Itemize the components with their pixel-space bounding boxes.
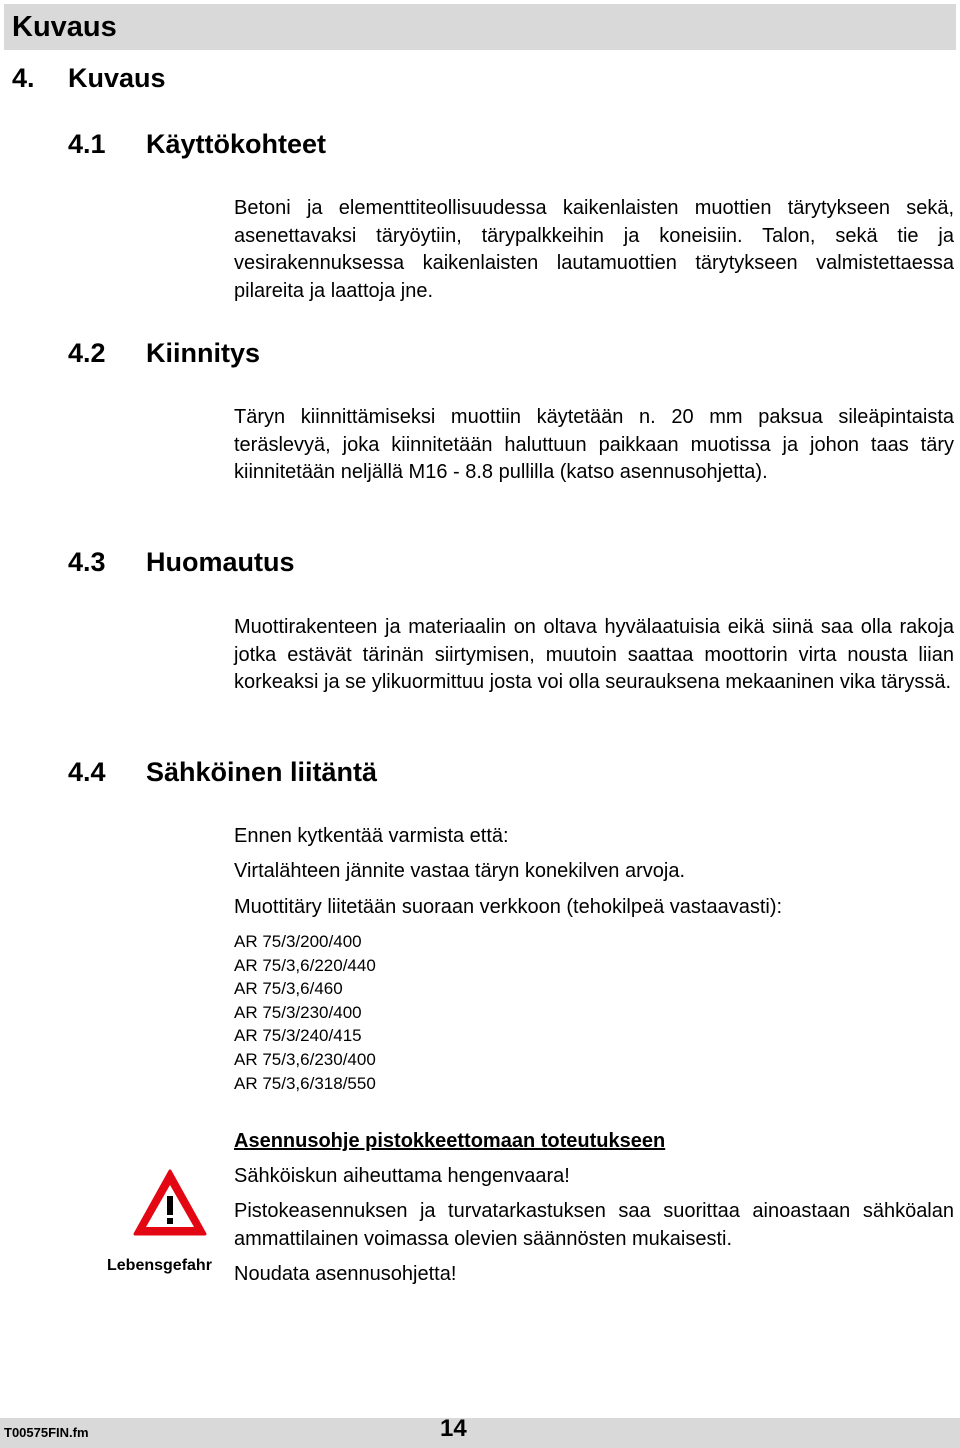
section-heading-4-1: [68, 128, 326, 160]
footer-filename: T00575FIN.fm: [4, 1425, 89, 1440]
section-title: Kiinnitys: [146, 338, 261, 368]
section-title: Käyttökohteet: [146, 129, 327, 159]
section-title: Sähköinen liitäntä: [146, 757, 378, 787]
section-number: 4.4: [68, 757, 106, 787]
model-list: [234, 930, 376, 1095]
model-list-item: AR 75/3,6/460: [234, 979, 343, 999]
connection-instruction-line: Virtalähteen jännite vastaa täryn konekilven arvoja.: [234, 860, 686, 882]
section-heading-4-4: [68, 756, 377, 788]
warning-text: Noudata asennusohjetta!: [234, 1263, 457, 1285]
chapter-heading: [12, 62, 166, 94]
section-number: 4.2: [68, 338, 106, 368]
section-title: Huomautus: [146, 547, 295, 577]
warning-text: Pistokeasennuksen ja turvatarkastuksen saa suorittaa ainoastaan sähköalan ammattilainen voimassa olevien säännösten mukaisesti.: [234, 1200, 954, 1250]
connection-instruction-line: Muottitäry liitetään suoraan verkkoon (tehokilpeä vastaavasti):: [234, 896, 783, 918]
chapter-number: 4.: [12, 63, 35, 93]
warning-title: Asennusohje pistokkeettomaan toteutukseen: [234, 1130, 666, 1152]
model-list-item: AR 75/3,6/220/440: [234, 955, 376, 975]
section-number: 4.1: [68, 129, 106, 159]
model-list-item: AR 75/3/230/400: [234, 1002, 362, 1022]
page-header-title: Kuvaus: [12, 11, 117, 43]
section-heading-4-3: [68, 546, 295, 578]
connection-instruction-line: Ennen kytkentää varmista että:: [234, 825, 509, 847]
model-list-item: AR 75/3,6/318/550: [234, 1073, 376, 1093]
section-number: 4.3: [68, 547, 106, 577]
header-bar: [4, 4, 956, 50]
section-heading-4-2: [68, 337, 260, 369]
model-list-item: AR 75/3/200/400: [234, 932, 362, 951]
section-4-2-text: Täryn kiinnittämiseksi muottiin käytetään n. 20 mm paksua sileäpintaista teräslevyä, joka kiinnitetään haluttuun paikkaan muotissa ja johon taas täry kiinnitetään neljällä M16 - 8.8 pullilla (katso asennusohjetta).: [234, 406, 954, 483]
warning-triangle-icon: [132, 1168, 208, 1238]
page-number: 14: [440, 1415, 467, 1442]
warning-text: Sähköiskun aiheuttama hengenvaara!: [234, 1165, 570, 1187]
warning-label: Lebensgefahr: [107, 1257, 212, 1274]
section-4-3-text: Muottirakenteen ja materiaalin on oltava hyvälaatuisia eikä siinä saa olla rakoja jotka estävät tärinän siirtymisen, muutoin saattaa moottorin virta nousta liian korkeaksi ja se ylikuormittuu josta voi olla seurauksena mekaaninen vika täryssä.: [234, 616, 954, 693]
section-4-1-text: Betoni ja elementtiteollisuudessa kaikenlaisten muottien tärytykseen sekä, asenettavaksi täryöytiin, tärypalkkeihin ja koneisiin. Talon, sekä tie ja vesirakennuksessa kaikenlaisten lautamuottien tärytykseen valmistettaessa pilareita ja laattoja jne.: [234, 197, 954, 302]
footer-bar: [0, 1418, 960, 1448]
model-list-item: AR 75/3,6/230/400: [234, 1049, 376, 1069]
model-list-item: AR 75/3/240/415: [234, 1026, 362, 1046]
chapter-title: Kuvaus: [68, 63, 166, 93]
